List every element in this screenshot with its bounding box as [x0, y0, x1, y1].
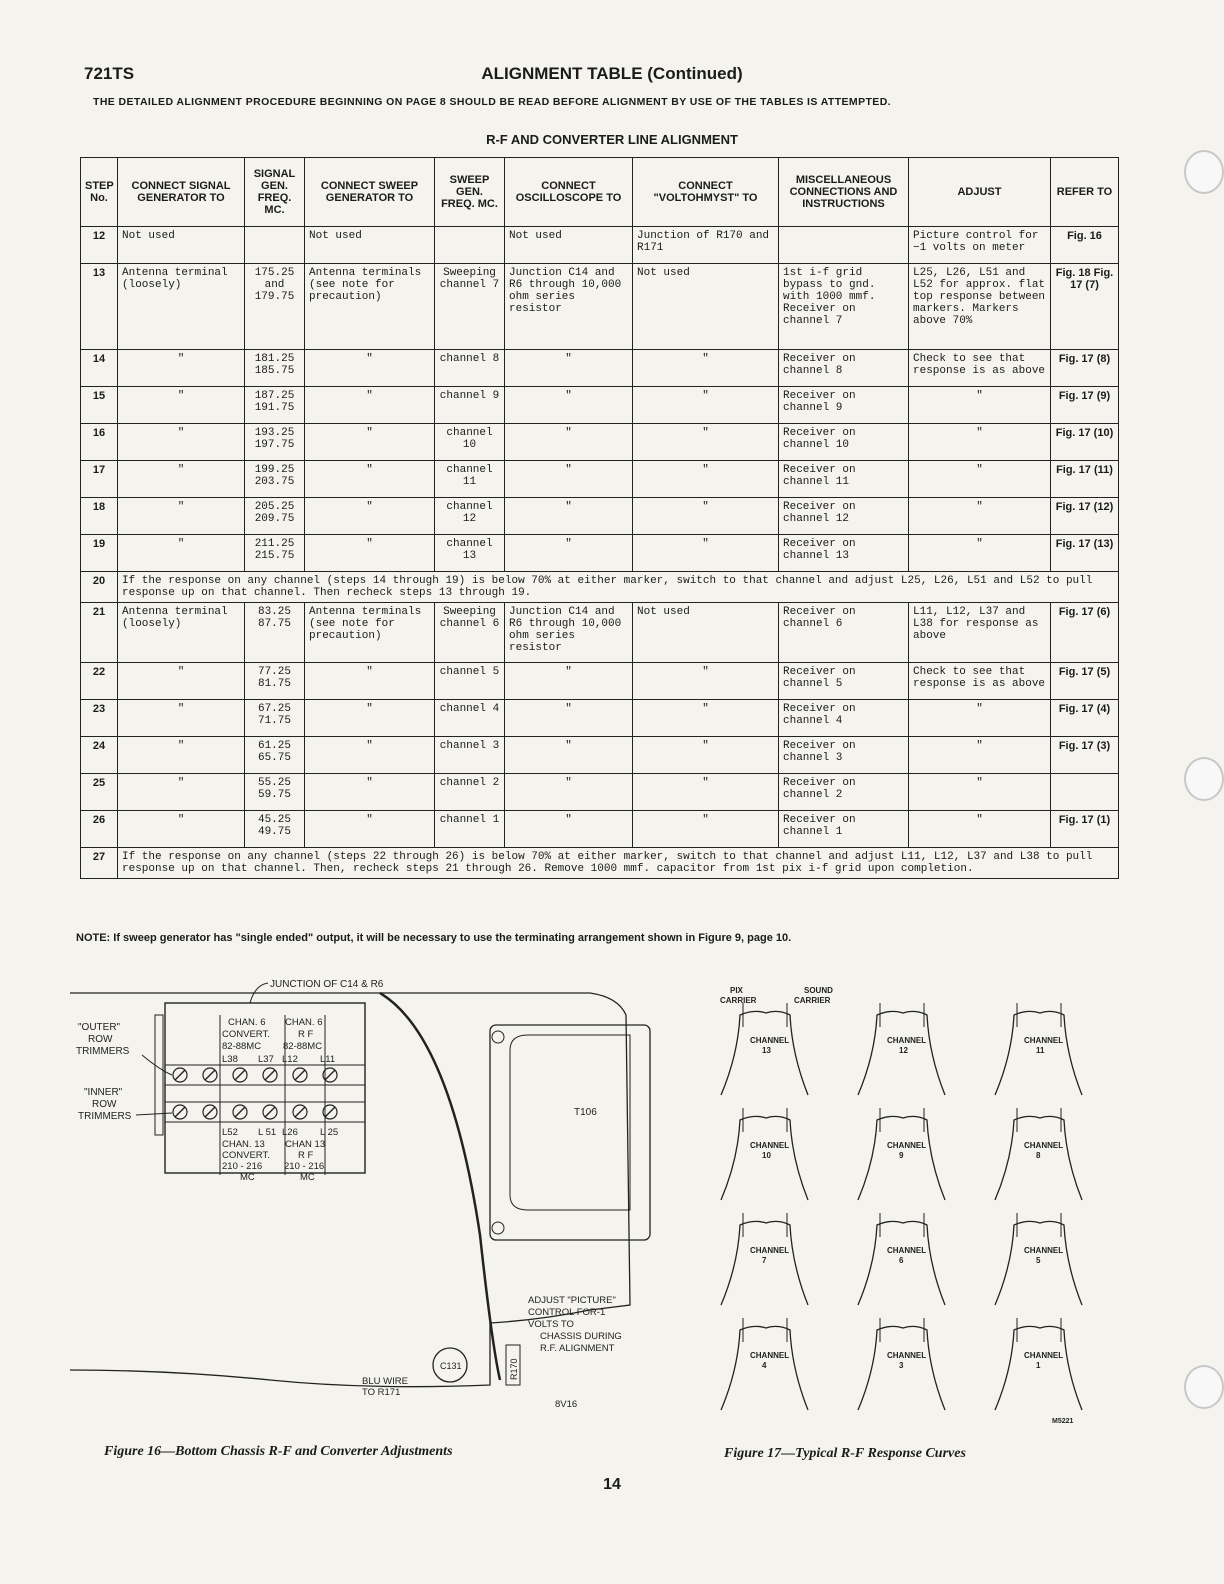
- label-chan13: CHAN 13: [285, 1139, 326, 1150]
- cell-sweep: Not used: [305, 227, 435, 264]
- cell-ref: Fig. 16: [1051, 227, 1119, 264]
- curve-channel-number: 9: [899, 1151, 904, 1160]
- cell-sweepf: channel 4: [435, 700, 505, 737]
- cell-scope: ": [505, 774, 633, 811]
- inner-row-label: "INNER": [84, 1087, 123, 1098]
- cell-sweepf: [435, 227, 505, 264]
- label-rf: R F: [298, 1029, 314, 1040]
- cell-sweep: ": [305, 774, 435, 811]
- curve-channel-number: 8: [1036, 1151, 1041, 1160]
- cell-freq: 187.25 191.75: [245, 387, 305, 424]
- cell-freq: 55.25 59.75: [245, 774, 305, 811]
- blu-wire-label: BLU WIRE: [362, 1376, 408, 1387]
- cell-scope: Junction C14 and R6 through 10,000 ohm series resistor: [505, 603, 633, 663]
- cell-adjust: L25, L26, L51 and L52 for approx. flat top response between markers. Markers above 70%: [909, 264, 1051, 350]
- cell-ref: Fig. 18 Fig. 17 (7): [1051, 264, 1119, 350]
- cell-misc: Receiver on channel 6: [779, 603, 909, 663]
- cell-sweep: ": [305, 424, 435, 461]
- cell-misc: Receiver on channel 10: [779, 424, 909, 461]
- cell-sig: ": [118, 737, 245, 774]
- column-header: STEP No.: [81, 158, 118, 227]
- curve-label: CHANNEL: [1024, 1036, 1064, 1045]
- cell-volt: Not used: [633, 603, 779, 663]
- cell-ref: Fig. 17 (5): [1051, 663, 1119, 700]
- table-row: [81, 424, 1119, 461]
- cell-sweep: ": [305, 700, 435, 737]
- curve-channel-number: 7: [762, 1256, 767, 1265]
- curve-label: CHANNEL: [887, 1351, 927, 1360]
- adjust-picture-note: CONTROL FOR-1: [528, 1307, 606, 1318]
- sound-carrier-label: SOUND: [804, 986, 833, 995]
- cell-ref: Fig. 17 (10): [1051, 424, 1119, 461]
- figure-16-chassis-diagram: [70, 975, 660, 1415]
- cell-scope: ": [505, 387, 633, 424]
- cell-volt: ": [633, 811, 779, 848]
- cell-sweepf: Sweeping channel 7: [435, 264, 505, 350]
- table-row: [81, 663, 1119, 700]
- coil-label: L37: [258, 1054, 274, 1065]
- binder-hole: [1184, 1365, 1224, 1409]
- outer-row-label: "OUTER": [78, 1022, 121, 1033]
- cell-sweepf: channel 9: [435, 387, 505, 424]
- page-title: ALIGNMENT TABLE (Continued): [481, 64, 743, 83]
- cell-freq: 61.25 65.75: [245, 737, 305, 774]
- t106-label: T106: [574, 1107, 597, 1118]
- curve-label: CHANNEL: [750, 1141, 790, 1150]
- cell-volt: ": [633, 350, 779, 387]
- cell-scope: ": [505, 700, 633, 737]
- page-number: 14: [603, 1476, 621, 1493]
- table-row: [81, 774, 1119, 811]
- cell-volt: ": [633, 387, 779, 424]
- cell-sweepf: channel 5: [435, 663, 505, 700]
- cell-sweep: ": [305, 737, 435, 774]
- table-row: [81, 737, 1119, 774]
- cell-adjust: ": [909, 498, 1051, 535]
- column-header: CONNECT SWEEP GENERATOR TO: [305, 158, 435, 227]
- cell-volt: ": [633, 663, 779, 700]
- cell-sweepf: channel 8: [435, 350, 505, 387]
- cell-freq: 175.25 and 179.75: [245, 264, 305, 350]
- step-number: 18: [81, 498, 118, 535]
- cell-misc: Receiver on channel 9: [779, 387, 909, 424]
- step-number: 14: [81, 350, 118, 387]
- cell-ref: Fig. 17 (11): [1051, 461, 1119, 498]
- table-row: [81, 461, 1119, 498]
- cell-adjust: ": [909, 535, 1051, 572]
- cell-scope: Junction C14 and R6 through 10,000 ohm series resistor: [505, 264, 633, 350]
- column-header: CONNECT OSCILLOSCOPE TO: [505, 158, 633, 227]
- curve-label: CHANNEL: [750, 1036, 790, 1045]
- curve-label: CHANNEL: [887, 1246, 927, 1255]
- cell-adjust: Check to see that response is as above: [909, 350, 1051, 387]
- cell-sig: ": [118, 498, 245, 535]
- cell-scope: ": [505, 811, 633, 848]
- cell-sig: Not used: [118, 227, 245, 264]
- label-freq: 210 - 216: [284, 1161, 325, 1172]
- alignment-table: [80, 157, 1119, 879]
- cell-adjust: ": [909, 774, 1051, 811]
- curve-label: CHANNEL: [887, 1036, 927, 1045]
- cell-freq: 211.25 215.75: [245, 535, 305, 572]
- cell-adjust: ": [909, 387, 1051, 424]
- cell-misc: Receiver on channel 2: [779, 774, 909, 811]
- curve-channel-number: 11: [1036, 1046, 1045, 1055]
- cell-misc: Receiver on channel 5: [779, 663, 909, 700]
- curve-channel-number: 12: [899, 1046, 908, 1055]
- step-number: 22: [81, 663, 118, 700]
- cell-freq: 205.25 209.75: [245, 498, 305, 535]
- cell-ref: Fig. 17 (4): [1051, 700, 1119, 737]
- table-row: [81, 848, 1119, 879]
- step-number: 26: [81, 811, 118, 848]
- instruction-line: THE DETAILED ALIGNMENT PROCEDURE BEGINNING ON PAGE 8 SHOULD BE READ BEFORE ALIGNMENT BY USE OF THE TABLES IS ATTEMPTED.: [93, 96, 891, 108]
- cell-scope: ": [505, 461, 633, 498]
- step-number: 17: [81, 461, 118, 498]
- label-chan6-rf: CHAN. 6: [285, 1017, 323, 1028]
- table-row: [81, 603, 1119, 663]
- cell-misc: 1st i-f grid bypass to gnd. with 1000 mmf. Receiver on channel 7: [779, 264, 909, 350]
- cell-scope: ": [505, 498, 633, 535]
- cell-ref: Fig. 17 (13): [1051, 535, 1119, 572]
- sweep-note: NOTE: If sweep generator has "single ended" output, it will be necessary to use the terminating arrangement shown in Figure 9, page 10.: [76, 932, 792, 944]
- section-subtitle: R-F AND CONVERTER LINE ALIGNMENT: [486, 132, 738, 147]
- step-number: 15: [81, 387, 118, 424]
- cell-sweep: ": [305, 498, 435, 535]
- table-row: [81, 535, 1119, 572]
- cell-adjust: ": [909, 737, 1051, 774]
- cell-ref: Fig. 17 (8): [1051, 350, 1119, 387]
- label-chan13: CHAN. 13: [222, 1139, 265, 1150]
- label-convert: CONVERT.: [222, 1150, 270, 1161]
- column-header: SWEEP GEN. FREQ. MC.: [435, 158, 505, 227]
- label-convert: CONVERT.: [222, 1029, 270, 1040]
- cell-sweep: Antenna terminals (see note for precaution): [305, 264, 435, 350]
- cell-scope: ": [505, 663, 633, 700]
- coil-label: L12: [282, 1054, 298, 1065]
- r170-label: R170: [509, 1358, 519, 1380]
- figure-17-response-curves: [700, 985, 1100, 1435]
- cell-sweepf: channel 12: [435, 498, 505, 535]
- cell-adjust: Check to see that response is as above: [909, 663, 1051, 700]
- table-row: [81, 227, 1119, 264]
- coil-label: L 51: [258, 1127, 277, 1138]
- cell-sweepf: channel 1: [435, 811, 505, 848]
- cell-freq: 193.25 197.75: [245, 424, 305, 461]
- cell-sweepf: channel 2: [435, 774, 505, 811]
- cell-freq: 67.25 71.75: [245, 700, 305, 737]
- inner-row-label: ROW: [92, 1099, 117, 1110]
- step-number: 25: [81, 774, 118, 811]
- label-freq: 210 - 216: [222, 1161, 263, 1172]
- step-number: 16: [81, 424, 118, 461]
- inner-row-label: TRIMMERS: [78, 1111, 132, 1122]
- cell-volt: ": [633, 535, 779, 572]
- column-header: CONNECT SIGNAL GENERATOR TO: [118, 158, 245, 227]
- coil-label: L38: [222, 1054, 238, 1065]
- cell-sweep: ": [305, 350, 435, 387]
- curve-label: CHANNEL: [887, 1141, 927, 1150]
- model-number: 721TS: [84, 64, 135, 83]
- cell-misc: [779, 227, 909, 264]
- cell-ref: Fig. 17 (1): [1051, 811, 1119, 848]
- cell-volt: ": [633, 461, 779, 498]
- column-header: MISCELLANEOUS CONNECTIONS AND INSTRUCTIONS: [779, 158, 909, 227]
- cell-sig: ": [118, 387, 245, 424]
- cell-sweep: ": [305, 461, 435, 498]
- curve-channel-number: 6: [899, 1256, 904, 1265]
- curve-channel-number: 10: [762, 1151, 771, 1160]
- cell-volt: Junction of R170 and R171: [633, 227, 779, 264]
- cell-freq: 181.25 185.75: [245, 350, 305, 387]
- curve-label: CHANNEL: [1024, 1246, 1064, 1255]
- column-header: CONNECT "VOLTOHMYST" TO: [633, 158, 779, 227]
- table-row: [81, 498, 1119, 535]
- label-chan6-convert: CHAN. 6: [228, 1017, 266, 1028]
- adjust-picture-note: CHASSIS DURING: [540, 1331, 622, 1342]
- cell-ref: Fig. 17 (3): [1051, 737, 1119, 774]
- outer-row-label: ROW: [88, 1034, 113, 1045]
- junction-label: JUNCTION OF C14 & R6: [270, 979, 384, 990]
- cell-volt: ": [633, 700, 779, 737]
- adjust-picture-note: R.F. ALIGNMENT: [540, 1343, 615, 1354]
- cell-volt: ": [633, 774, 779, 811]
- table-row: [81, 264, 1119, 350]
- cell-sig: ": [118, 663, 245, 700]
- cell-ref: Fig. 17 (12): [1051, 498, 1119, 535]
- step-number: 24: [81, 737, 118, 774]
- curve-label: CHANNEL: [750, 1351, 790, 1360]
- table-row: [81, 350, 1119, 387]
- cell-sweep: Antenna terminals (see note for precaution): [305, 603, 435, 663]
- column-header: REFER TO: [1051, 158, 1119, 227]
- cell-scope: ": [505, 424, 633, 461]
- cell-sweep: ": [305, 811, 435, 848]
- coil-label: L 25: [320, 1127, 339, 1138]
- step-number: 19: [81, 535, 118, 572]
- step-instruction: If the response on any channel (steps 22 through 26) is below 70% at either marker, switch to that channel and adjust L11, L12, L37 and L38 to pull response up on that channel. Then, recheck steps 21 through 26. Remove 1000 mmf. capacitor from 1st pix i-f grid upon completion.: [118, 848, 1119, 879]
- cell-sig: ": [118, 350, 245, 387]
- step-number: 13: [81, 264, 118, 350]
- cell-sig: ": [118, 424, 245, 461]
- cell-misc: Receiver on channel 3: [779, 737, 909, 774]
- adjust-picture-note: VOLTS TO: [528, 1319, 574, 1330]
- table-row: [81, 811, 1119, 848]
- cell-sig: ": [118, 774, 245, 811]
- binder-hole: [1184, 757, 1224, 801]
- cell-volt: ": [633, 424, 779, 461]
- cell-freq: 199.25 203.75: [245, 461, 305, 498]
- cell-misc: Receiver on channel 1: [779, 811, 909, 848]
- cell-freq: 77.25 81.75: [245, 663, 305, 700]
- cell-sweep: ": [305, 535, 435, 572]
- cell-sig: ": [118, 700, 245, 737]
- curve-channel-number: 4: [762, 1361, 767, 1370]
- adjust-picture-note: ADJUST "PICTURE": [528, 1295, 616, 1306]
- cell-sweepf: channel 3: [435, 737, 505, 774]
- cell-misc: Receiver on channel 13: [779, 535, 909, 572]
- figure-17-caption: Figure 17—Typical R-F Response Curves: [724, 1446, 966, 1461]
- cell-adjust: L11, L12, L37 and L38 for response as above: [909, 603, 1051, 663]
- label-freq: 82-88MC: [222, 1041, 262, 1052]
- c131-label: C131: [440, 1361, 462, 1371]
- step-number: 27: [81, 848, 118, 879]
- cell-adjust: ": [909, 700, 1051, 737]
- pix-carrier-label: PIX: [730, 986, 743, 995]
- cell-sweepf: channel 10: [435, 424, 505, 461]
- cell-freq: 45.25 49.75: [245, 811, 305, 848]
- label-freq: 82-88MC: [283, 1041, 323, 1052]
- curve-label: CHANNEL: [750, 1246, 790, 1255]
- cell-sig: ": [118, 461, 245, 498]
- outer-row-label: TRIMMERS: [76, 1046, 130, 1057]
- table-row: [81, 387, 1119, 424]
- cell-misc: Receiver on channel 11: [779, 461, 909, 498]
- curve-label: CHANNEL: [1024, 1351, 1064, 1360]
- cell-volt: ": [633, 737, 779, 774]
- column-header: ADJUST: [909, 158, 1051, 227]
- cell-sig: ": [118, 811, 245, 848]
- step-number: 23: [81, 700, 118, 737]
- cell-sig: ": [118, 535, 245, 572]
- step-number: 20: [81, 572, 118, 603]
- step-number: 21: [81, 603, 118, 663]
- cell-ref: Fig. 17 (9): [1051, 387, 1119, 424]
- cell-volt: ": [633, 498, 779, 535]
- label-mc: MC: [240, 1172, 255, 1183]
- cell-scope: ": [505, 350, 633, 387]
- sound-carrier-label: CARRIER: [794, 996, 831, 1005]
- cell-sweepf: channel 11: [435, 461, 505, 498]
- cell-adjust: ": [909, 424, 1051, 461]
- cell-misc: Receiver on channel 12: [779, 498, 909, 535]
- cell-adjust: ": [909, 811, 1051, 848]
- curve-channel-number: 5: [1036, 1256, 1041, 1265]
- cell-sweep: ": [305, 663, 435, 700]
- cell-freq: 83.25 87.75: [245, 603, 305, 663]
- cell-scope: ": [505, 737, 633, 774]
- figure-code: M5221: [1052, 1418, 1074, 1425]
- table-row: [81, 700, 1119, 737]
- cell-ref: [1051, 774, 1119, 811]
- step-instruction: If the response on any channel (steps 14 through 19) is below 70% at either marker, switch to that channel and adjust L25, L26, L51 and L52 to pull response up on that channel. Then recheck steps 13 through 19.: [118, 572, 1119, 603]
- tube-label: 8V16: [555, 1399, 578, 1410]
- cell-misc: Receiver on channel 4: [779, 700, 909, 737]
- figure-16-caption: Figure 16—Bottom Chassis R-F and Converter Adjustments: [104, 1444, 453, 1459]
- curve-label: CHANNEL: [1024, 1141, 1064, 1150]
- coil-label: L11: [320, 1054, 336, 1065]
- cell-sweepf: Sweeping channel 6: [435, 603, 505, 663]
- curve-channel-number: 1: [1036, 1361, 1041, 1370]
- step-number: 12: [81, 227, 118, 264]
- cell-volt: Not used: [633, 264, 779, 350]
- blu-wire-label: TO R171: [362, 1387, 401, 1398]
- cell-ref: Fig. 17 (6): [1051, 603, 1119, 663]
- cell-freq: [245, 227, 305, 264]
- cell-sig: Antenna terminal (loosely): [118, 603, 245, 663]
- curve-channel-number: 13: [762, 1046, 771, 1055]
- binder-hole: [1184, 150, 1224, 194]
- table-row: [81, 572, 1119, 603]
- coil-label: L52: [222, 1127, 238, 1138]
- pix-carrier-label: CARRIER: [720, 996, 757, 1005]
- curve-channel-number: 3: [899, 1361, 904, 1370]
- cell-adjust: Picture control for −1 volts on meter: [909, 227, 1051, 264]
- cell-adjust: ": [909, 461, 1051, 498]
- label-rf: R F: [298, 1150, 314, 1161]
- cell-misc: Receiver on channel 8: [779, 350, 909, 387]
- cell-scope: Not used: [505, 227, 633, 264]
- column-header: SIGNAL GEN. FREQ. MC.: [245, 158, 305, 227]
- cell-sweepf: channel 13: [435, 535, 505, 572]
- cell-sig: Antenna terminal (loosely): [118, 264, 245, 350]
- table-header-row: [81, 158, 1119, 227]
- cell-scope: ": [505, 535, 633, 572]
- cell-sweep: ": [305, 387, 435, 424]
- label-mc: MC: [300, 1172, 315, 1183]
- coil-label: L26: [282, 1127, 298, 1138]
